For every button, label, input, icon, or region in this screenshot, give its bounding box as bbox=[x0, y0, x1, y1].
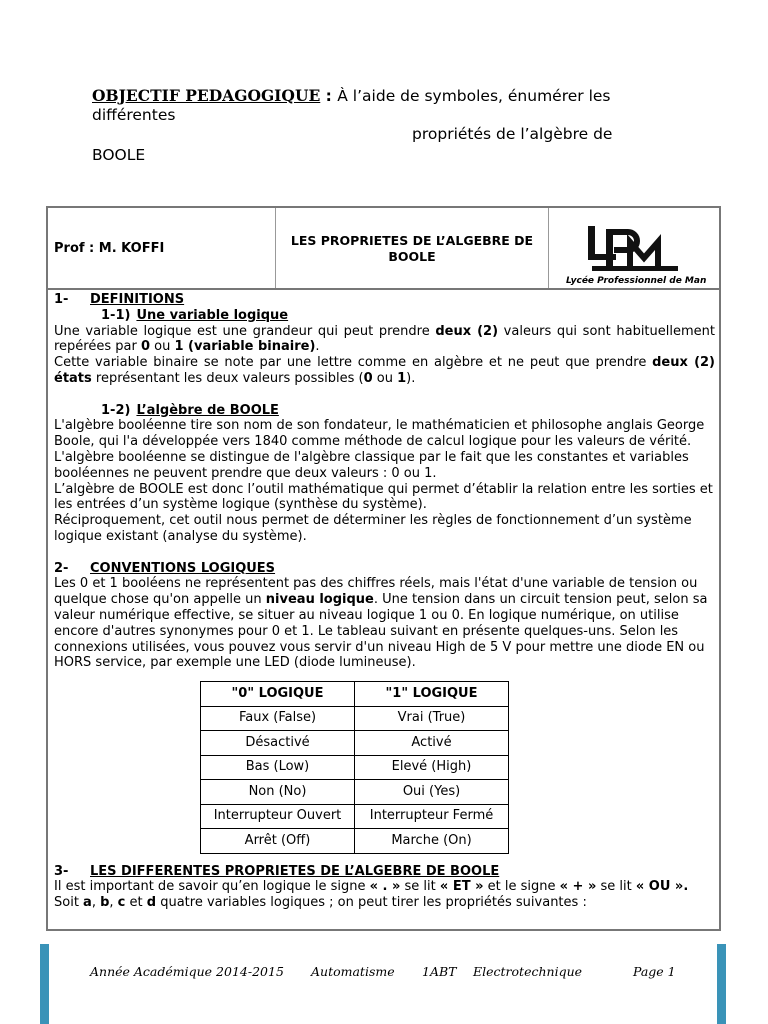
column-header: "0" LOGIQUE bbox=[201, 682, 355, 707]
table-cell: Désactivé bbox=[201, 731, 355, 756]
subject-name: Automatisme bbox=[311, 964, 395, 979]
lesson-header bbox=[48, 208, 719, 290]
section-2-heading: 2- CONVENTIONS LOGIQUES bbox=[54, 560, 276, 576]
section-1-heading: 1- DEFINITIONS bbox=[54, 292, 185, 307]
pedagogical-objective bbox=[92, 86, 692, 165]
footer-right-bar bbox=[717, 944, 726, 1024]
header-divider bbox=[548, 208, 549, 288]
objective-line-3: BOOLE bbox=[92, 146, 146, 164]
table-cell: Faux (False) bbox=[201, 706, 355, 731]
lesson-frame bbox=[46, 206, 721, 931]
paragraph: Les 0 et 1 booléens ne représentent pas des chiffres réels, mais l'état d'une variable de tension ou quelque chose qu'on appelle un niveau logique. Une tension dans un circuit tension peut, selon sa valeur numérique effective, se situer au niveau logique 1 ou 0. En logique numérique, on utilise encore d'autres synonymes pour 0 et 1. Le tableau suivant en présente quelques-uns. Selon les connexions utilisées, vous pouvez vous servir d'un niveau High de 5 V pour mettre une diode EN ou HORS service, par exemple une LED (diode lumineuse). bbox=[54, 576, 708, 671]
lpm-logo-icon bbox=[584, 224, 680, 274]
paragraph: Réciproquement, cet outil nous permet de déterminer les règles de fonctionnement d’un système logique existant (analyse du système). bbox=[54, 513, 692, 544]
objective-label: OBJECTIF PEDAGOGIQUE bbox=[92, 86, 321, 105]
footer-left-bar bbox=[40, 944, 49, 1024]
paragraph: L'algèbre booléenne tire son nom de son fondateur, le mathématicien et philosophe anglais George Boole, qui l'a développée vers 1840 comme méthode de calcul logique pour les valeurs de vérité. L'algèbre booléenne se distingue de l'algèbre classique par le fait que les constantes et variables booléennes ne peuvent prendre que deux valeurs : 0 ou 1. bbox=[54, 418, 705, 481]
table-cell: Interrupteur Ouvert bbox=[201, 804, 355, 829]
logic-levels-table bbox=[200, 681, 509, 854]
table-cell: Marche (On) bbox=[355, 829, 509, 854]
table-row bbox=[201, 706, 509, 731]
class-name: 1ABT bbox=[422, 964, 457, 979]
page-number: Page 1 bbox=[633, 964, 676, 979]
objective-separator: : bbox=[320, 87, 338, 105]
table-cell: Elevé (High) bbox=[355, 755, 509, 780]
table-row bbox=[201, 804, 509, 829]
teacher-name: Prof : M. KOFFI bbox=[54, 241, 165, 256]
section-3-heading: 3- LES DIFFERENTES PROPRIETES DE L’ALGEBRE DE BOOLE bbox=[54, 863, 500, 879]
table-header-row bbox=[201, 682, 509, 707]
column-header: "1" LOGIQUE bbox=[355, 682, 509, 707]
table-row bbox=[201, 755, 509, 780]
objective-line-2: propriétés de l’algèbre de bbox=[412, 125, 613, 143]
paragraph: Une variable logique est une grandeur qui peut prendre deux (2) valeurs qui sont habituellement repérées par 0 ou 1 (variable binaire). bbox=[54, 323, 715, 355]
section-1-2-heading: 1-2) L’algèbre de BOOLE bbox=[101, 402, 279, 418]
paragraph: Il est important de savoir qu’en logique le signe « . » se lit « ET » et le signe « + » se lit « OU ». Soit a, b, c et d quatre variables logiques ; on peut tirer les propriétés suivantes : bbox=[54, 879, 689, 911]
section-1-1-heading: 1-1) Une variable logique bbox=[101, 307, 289, 323]
table-cell: Oui (Yes) bbox=[355, 780, 509, 805]
table-row bbox=[201, 780, 509, 805]
school-name: Lycée Professionnel de Man bbox=[566, 276, 707, 286]
objective-line-1: À l’aide de symboles, énumérer les différentes bbox=[92, 87, 611, 124]
table-cell: Vrai (True) bbox=[355, 706, 509, 731]
lesson-content bbox=[54, 292, 715, 911]
table-cell: Non (No) bbox=[201, 780, 355, 805]
lesson-title: LES PROPRIETES DE L’ALGEBRE DE BOOLE bbox=[290, 233, 534, 264]
academic-year: Année Académique 2014-2015 bbox=[90, 964, 284, 979]
table-row bbox=[201, 731, 509, 756]
school-logo bbox=[560, 218, 710, 286]
paragraph: L’algèbre de BOOLE est donc l’outil mathématique qui permet d’établir la relation entre les sorties et les entrées d’un système logique (synthèse du système). bbox=[54, 481, 713, 513]
paragraph: Cette variable binaire se note par une lettre comme en algèbre et ne peut que prendre deux (2) états représentant les deux valeurs possibles (0 ou 1). bbox=[54, 355, 715, 386]
table-cell: Arrêt (Off) bbox=[201, 829, 355, 854]
table-row bbox=[201, 829, 509, 854]
table-cell: Activé bbox=[355, 731, 509, 756]
table-cell: Bas (Low) bbox=[201, 755, 355, 780]
table-cell: Interrupteur Fermé bbox=[355, 804, 509, 829]
field-name: Electrotechnique bbox=[473, 964, 583, 979]
